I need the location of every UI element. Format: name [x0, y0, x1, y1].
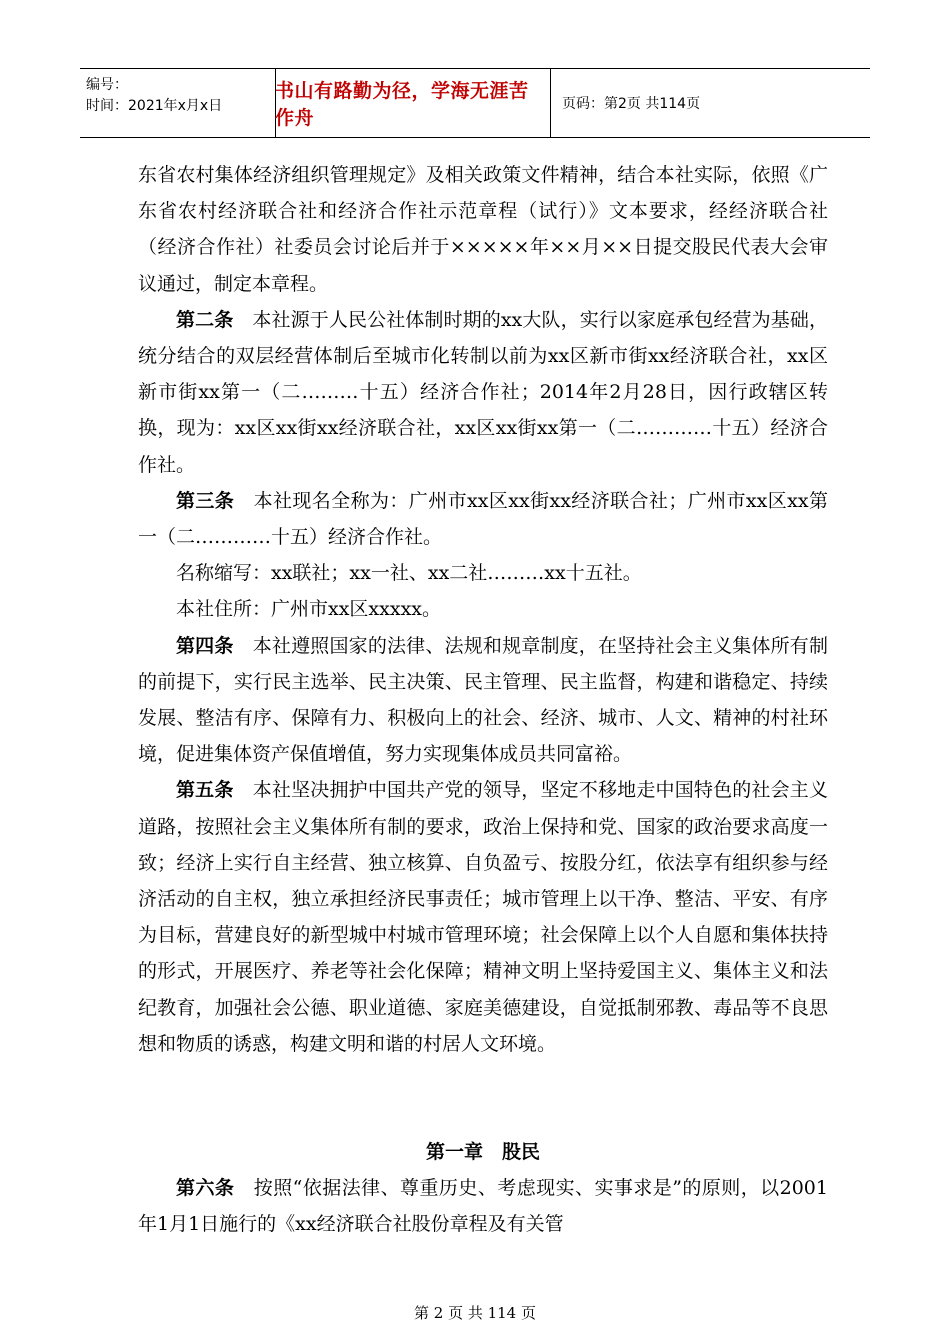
document-body [138, 157, 828, 1243]
paragraph-address: 本社住所：广州市xx区xxxxx。 [176, 598, 442, 621]
article-2: 第二条 本社源于人民公社体制时期的xx大队，实行以家庭承包经营为基础，统分结合的双层经营体制后至城市化转制以前为xx区新市街xx经济联合社，xx区新市街xx第一（二………十五）经济合作社；2014年2月28日，因行政辖区转换，现为：xx区xx街xx经济联合社，xx区xx街xx第一（二…………十五）经济合作社。 [138, 308, 828, 476]
article-3: 第三条 本社现名全称为：广州市xx区xx街xx经济联合社；广州市xx区xx第一（二…………十五）经济合作社。 [138, 489, 828, 549]
header-meta [86, 75, 222, 117]
chapter-title: 第一章 股民 [425, 1141, 540, 1164]
article-heading: 第四条 [176, 634, 234, 657]
article-heading: 第三条 [176, 489, 235, 512]
header-motto: 书山有路勤为径，学海无涯苦作舟 [275, 80, 529, 129]
article-heading: 第二条 [176, 308, 234, 331]
paragraph-abbreviation: 名称缩写：xx联社；xx一社、xx二社………xx十五社。 [176, 562, 642, 585]
header-page-info: 页码：第2页 共114页 [562, 96, 701, 112]
document-number: 编号： [86, 77, 128, 93]
paragraph: 东省农村集体经济组织管理规定》及相关政策文件精神，结合本社实际，依照《广东省农村经济联合社和经济合作社示范章程（试行）》文本要求，经经济联合社（经济合作社）社委员会讨论后并于×××××年××月××日提交股民代表大会审议通过，制定本章程。 [138, 164, 828, 295]
document-date: 时间：2021年x月x日 [86, 98, 223, 114]
article-heading: 第六条 [176, 1177, 235, 1200]
article-heading: 第五条 [176, 779, 234, 802]
page-header [80, 68, 870, 138]
article-6: 第六条 按照“依据法律、尊重历史、考虑现实、实事求是”的原则，以2001年1月1日施行的《xx经济联合社股份章程及有关管 [138, 1177, 828, 1236]
article-4: 第四条 本社遵照国家的法律、法规和规章制度，在坚持社会主义集体所有制的前提下，实行民主选举、民主决策、民主管理、民主监督，构建和谐稳定、持续发展、整洁有序、保障有力、积极向上的社会、经济、城市、人文、精神的村社环境，促进集体资产保值增值，努力实现集体成员共同富裕。 [138, 634, 828, 766]
page-footer: 第 2 页 共 114 页 [413, 1304, 536, 1322]
article-5: 第五条 本社坚决拥护中国共产党的领导，坚定不移地走中国特色的社会主义道路，按照社会主义集体所有制的要求，政治上保持和党、国家的政治要求高度一致；经济上实行自主经营、独立核算、自负盈亏、按股分红，依法享有组织参与经济活动的自主权，独立承担经济民事责任；城市管理上以干净、整洁、平安、有序为目标，营建良好的新型城中村城市管理环境；社会保障上以个人自愿和集体扶持的形式，开展医疗、养老等社会化保障；精神文明上坚持爱国主义、集体主义和法纪教育，加强社会公德、职业道德、家庭美德建设，自觉抵制邪教、毒品等不良思想和物质的诱惑，构建文明和谐的村居人文环境。 [138, 779, 828, 1055]
